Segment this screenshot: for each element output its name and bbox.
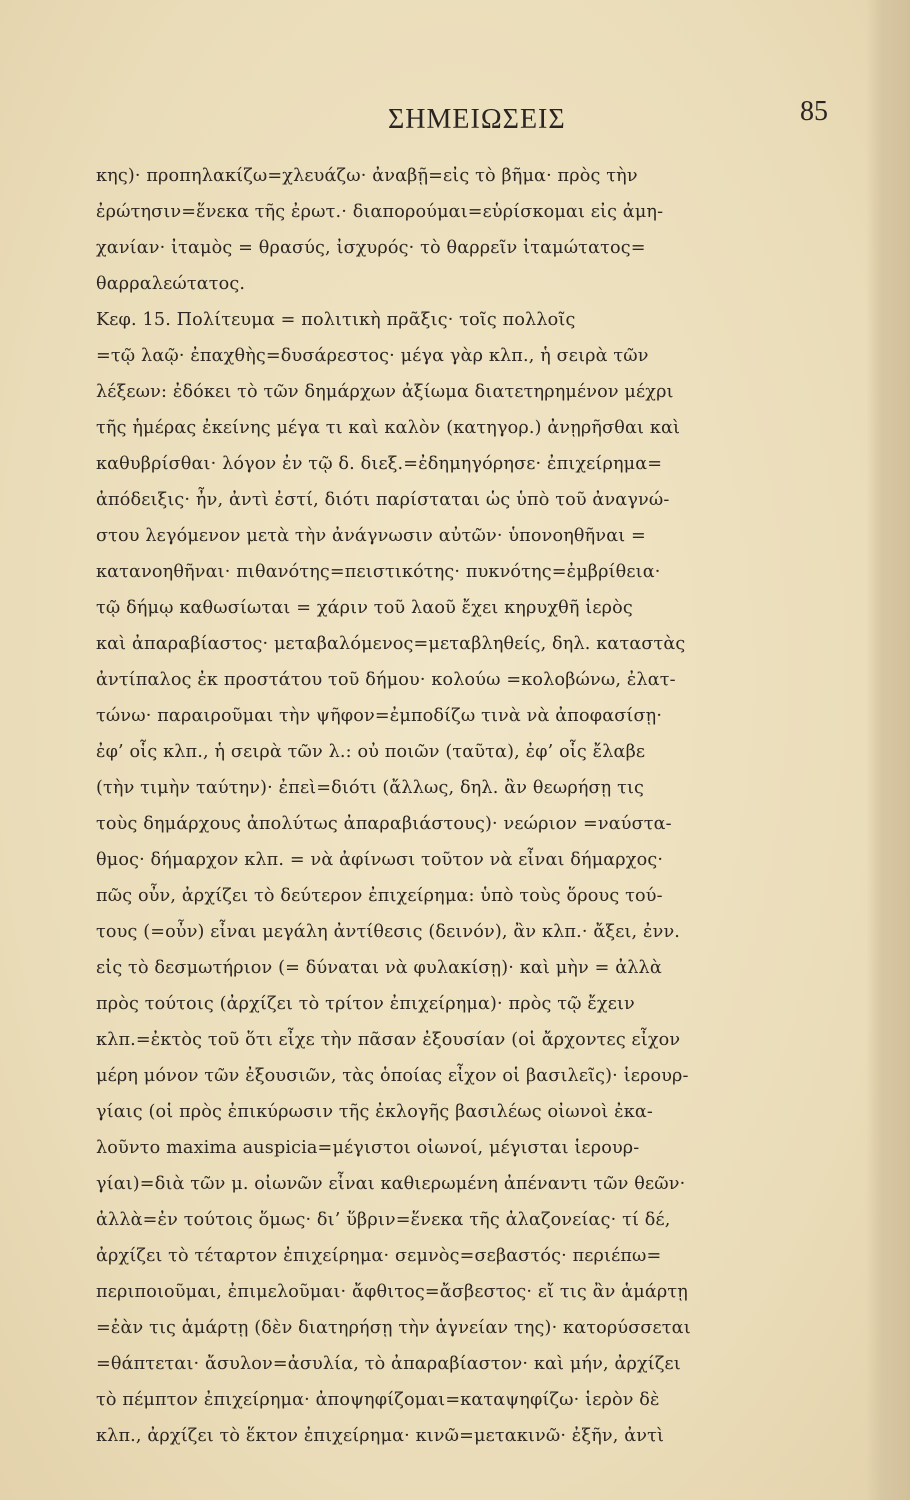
- text-line: τοὺς δημάρχους ἀπολύτως ἀπαραβιάστους)· νεώριον =ναύστα-: [96, 814, 672, 834]
- text-line: κλπ., ἀρχίζει τὸ ἕκτον ἐπιχείρημα· κινῶ=μετακινῶ· ἐξῆν, ἀντὶ: [96, 1426, 665, 1446]
- text-line: λέξεων: ἐδόκει τὸ τῶν δημάρχων ἀξίωμα διατετηρημένον μέχρι: [96, 382, 674, 402]
- text-line: ἀπόδειξις· ἦν, ἀντὶ ἐστί, διότι παρίσταται ὡς ὑπὸ τοῦ ἀναγνώ-: [96, 490, 670, 510]
- page-edge-shadow: [866, 0, 910, 1500]
- running-title: ΣΗΜΕΙΩΣΕΙΣ: [388, 104, 566, 135]
- text-line: Κεφ. 15. Πολίτευμα = πολιτικὴ πρᾶξις· τοῖς πολλοῖς: [96, 310, 576, 330]
- text-line: καθυβρίσθαι· λόγον ἐν τῷ δ. διεξ.=ἐδημηγόρησε· ἐπιχείρημα=: [96, 454, 663, 474]
- page-header: [258, 96, 828, 136]
- text-line: θμος· δήμαρχον κλπ. = νὰ ἀφίνωσι τοῦτον νὰ εἶναι δήμαρχος·: [96, 850, 664, 870]
- text-line: τῷ δήμῳ καθωσίωται = χάριν τοῦ λαοῦ ἔχει κηρυχθῆ ἱερὸς: [96, 598, 633, 618]
- text-line: γίαι)=διὰ τῶν μ. οἰωνῶν εἶναι καθιερωμένη ἀπέναντι τῶν θεῶν·: [96, 1174, 686, 1194]
- text-line: χανίαν· ἰταμὸς = θρασύς, ἰσχυρός· τὸ θαρρεῖν ἰταμώτατος=: [96, 238, 646, 258]
- text-line: καὶ ἀπαραβίαστος· μεταβαλόμενος=μεταβληθείς, δηλ. καταστὰς: [96, 634, 686, 654]
- text-line: ἐρώτησιν=ἕνεκα τῆς ἐρωτ.· διαπορούμαι=εὑρίσκομαι εἰς ἀμη-: [96, 202, 664, 222]
- text-line: πρὸς τούτοις (ἀρχίζει τὸ τρίτον ἐπιχείρημα)· πρὸς τῷ ἔχειν: [96, 994, 635, 1014]
- text-line: τὸ πέμπτον ἐπιχείρημα· ἀποψηφίζομαι=καταψηφίζω· ἱερὸν δὲ: [96, 1390, 660, 1410]
- text-line: γίαις (οἱ πρὸς ἐπικύρωσιν τῆς ἐκλογῆς βασιλέως οἰωνοὶ ἐκα-: [96, 1102, 654, 1122]
- text-line: πῶς οὖν, ἀρχίζει τὸ δεύτερον ἐπιχείρημα: ὑπὸ τοὺς ὅρους τού-: [96, 886, 663, 906]
- text-line: μέρη μόνον τῶν ἐξουσιῶν, τὰς ὁποίας εἶχον οἱ βασιλεῖς)· ἱερουρ-: [96, 1066, 689, 1086]
- text-line: στου λεγόμενον μετὰ τὴν ἀνάγνωσιν αὐτῶν· ὑπονοηθῆναι =: [96, 526, 646, 546]
- text-line: εἰς τὸ δεσμωτήριον (= δύναται νὰ φυλακίσῃ)· καὶ μὴν = ἀλλὰ: [96, 958, 662, 978]
- text-line: θαρραλεώτατος.: [96, 274, 246, 294]
- text-line: ἀντίπαλος ἐκ προστάτου τοῦ δήμου· κολούω =κολοβώνω, ἐλατ-: [96, 670, 676, 690]
- text-line: =ἐὰν τις ἁμάρτῃ (δὲν διατηρήσῃ τὴν ἁγνείαν της)· κατορύσσεται: [96, 1318, 691, 1338]
- text-line: τώνω· παραιροῦμαι τὴν ψῆφον=ἐμποδίζω τινὰ νὰ ἀποφασίσῃ·: [96, 706, 663, 726]
- text-line: κατανοηθῆναι· πιθανότης=πειστικότης· πυκνότης=ἐμβρίθεια·: [96, 562, 661, 582]
- text-line: κης)· προπηλακίζω=χλευάζω· ἀναβῇ=εἰς τὸ βῆμα· πρὸς τὴν: [96, 166, 638, 186]
- text-line: τους (=οὖν) εἶναι μεγάλη ἀντίθεσις (δεινόν), ἂν κλπ.· ἄξει, ἐνν.: [96, 922, 681, 942]
- text-line: (τὴν τιμὴν ταύτην)· ἐπεὶ=διότι (ἄλλως, δηλ. ἂν θεωρήσῃ τις: [96, 778, 645, 798]
- text-line: ἐφ’ οἷς κλπ., ἡ σειρὰ τῶν λ.: οὐ ποιῶν (ταῦτα), ἐφ’ οἷς ἔλαβε: [96, 742, 646, 762]
- text-line: ἀρχίζει τὸ τέταρτον ἐπιχείρημα· σεμνὸς=σεβαστός· περιέπω=: [96, 1246, 662, 1266]
- page-number: 85: [800, 96, 828, 127]
- text-line: ἀλλὰ=ἐν τούτοις ὅμως· δι’ ὕβριν=ἕνεκα τῆς ἀλαζονείας· τί δέ,: [96, 1210, 671, 1230]
- text-line: =θάπτεται· ἄσυλον=ἀσυλία, τὸ ἀπαραβίαστον· καὶ μήν, ἀρχίζει: [96, 1354, 681, 1374]
- text-line: λοῦντο maxima auspicia=μέγιστοι οἰωνοί, μέγισται ἱερουρ-: [96, 1138, 640, 1158]
- text-line: =τῷ λαῷ· ἐπαχθὴς=δυσάρεστος· μέγα γὰρ κλπ., ἡ σειρὰ τῶν: [96, 346, 649, 366]
- text-line: περιποιοῦμαι, ἐπιμελοῦμαι· ἄφθιτος=ἄσβεστος· εἴ τις ἂν ἁμάρτῃ: [96, 1282, 688, 1302]
- text-line: τῆς ἡμέρας ἐκείνης μέγα τι καὶ καλὸν (κατηγορ.) ἀνῃρῆσθαι καὶ: [96, 418, 681, 438]
- text-line: κλπ.=ἐκτὸς τοῦ ὅτι εἶχε τὴν πᾶσαν ἐξουσίαν (οἱ ἄρχοντες εἶχον: [96, 1030, 681, 1050]
- commentary-text: [96, 158, 816, 1454]
